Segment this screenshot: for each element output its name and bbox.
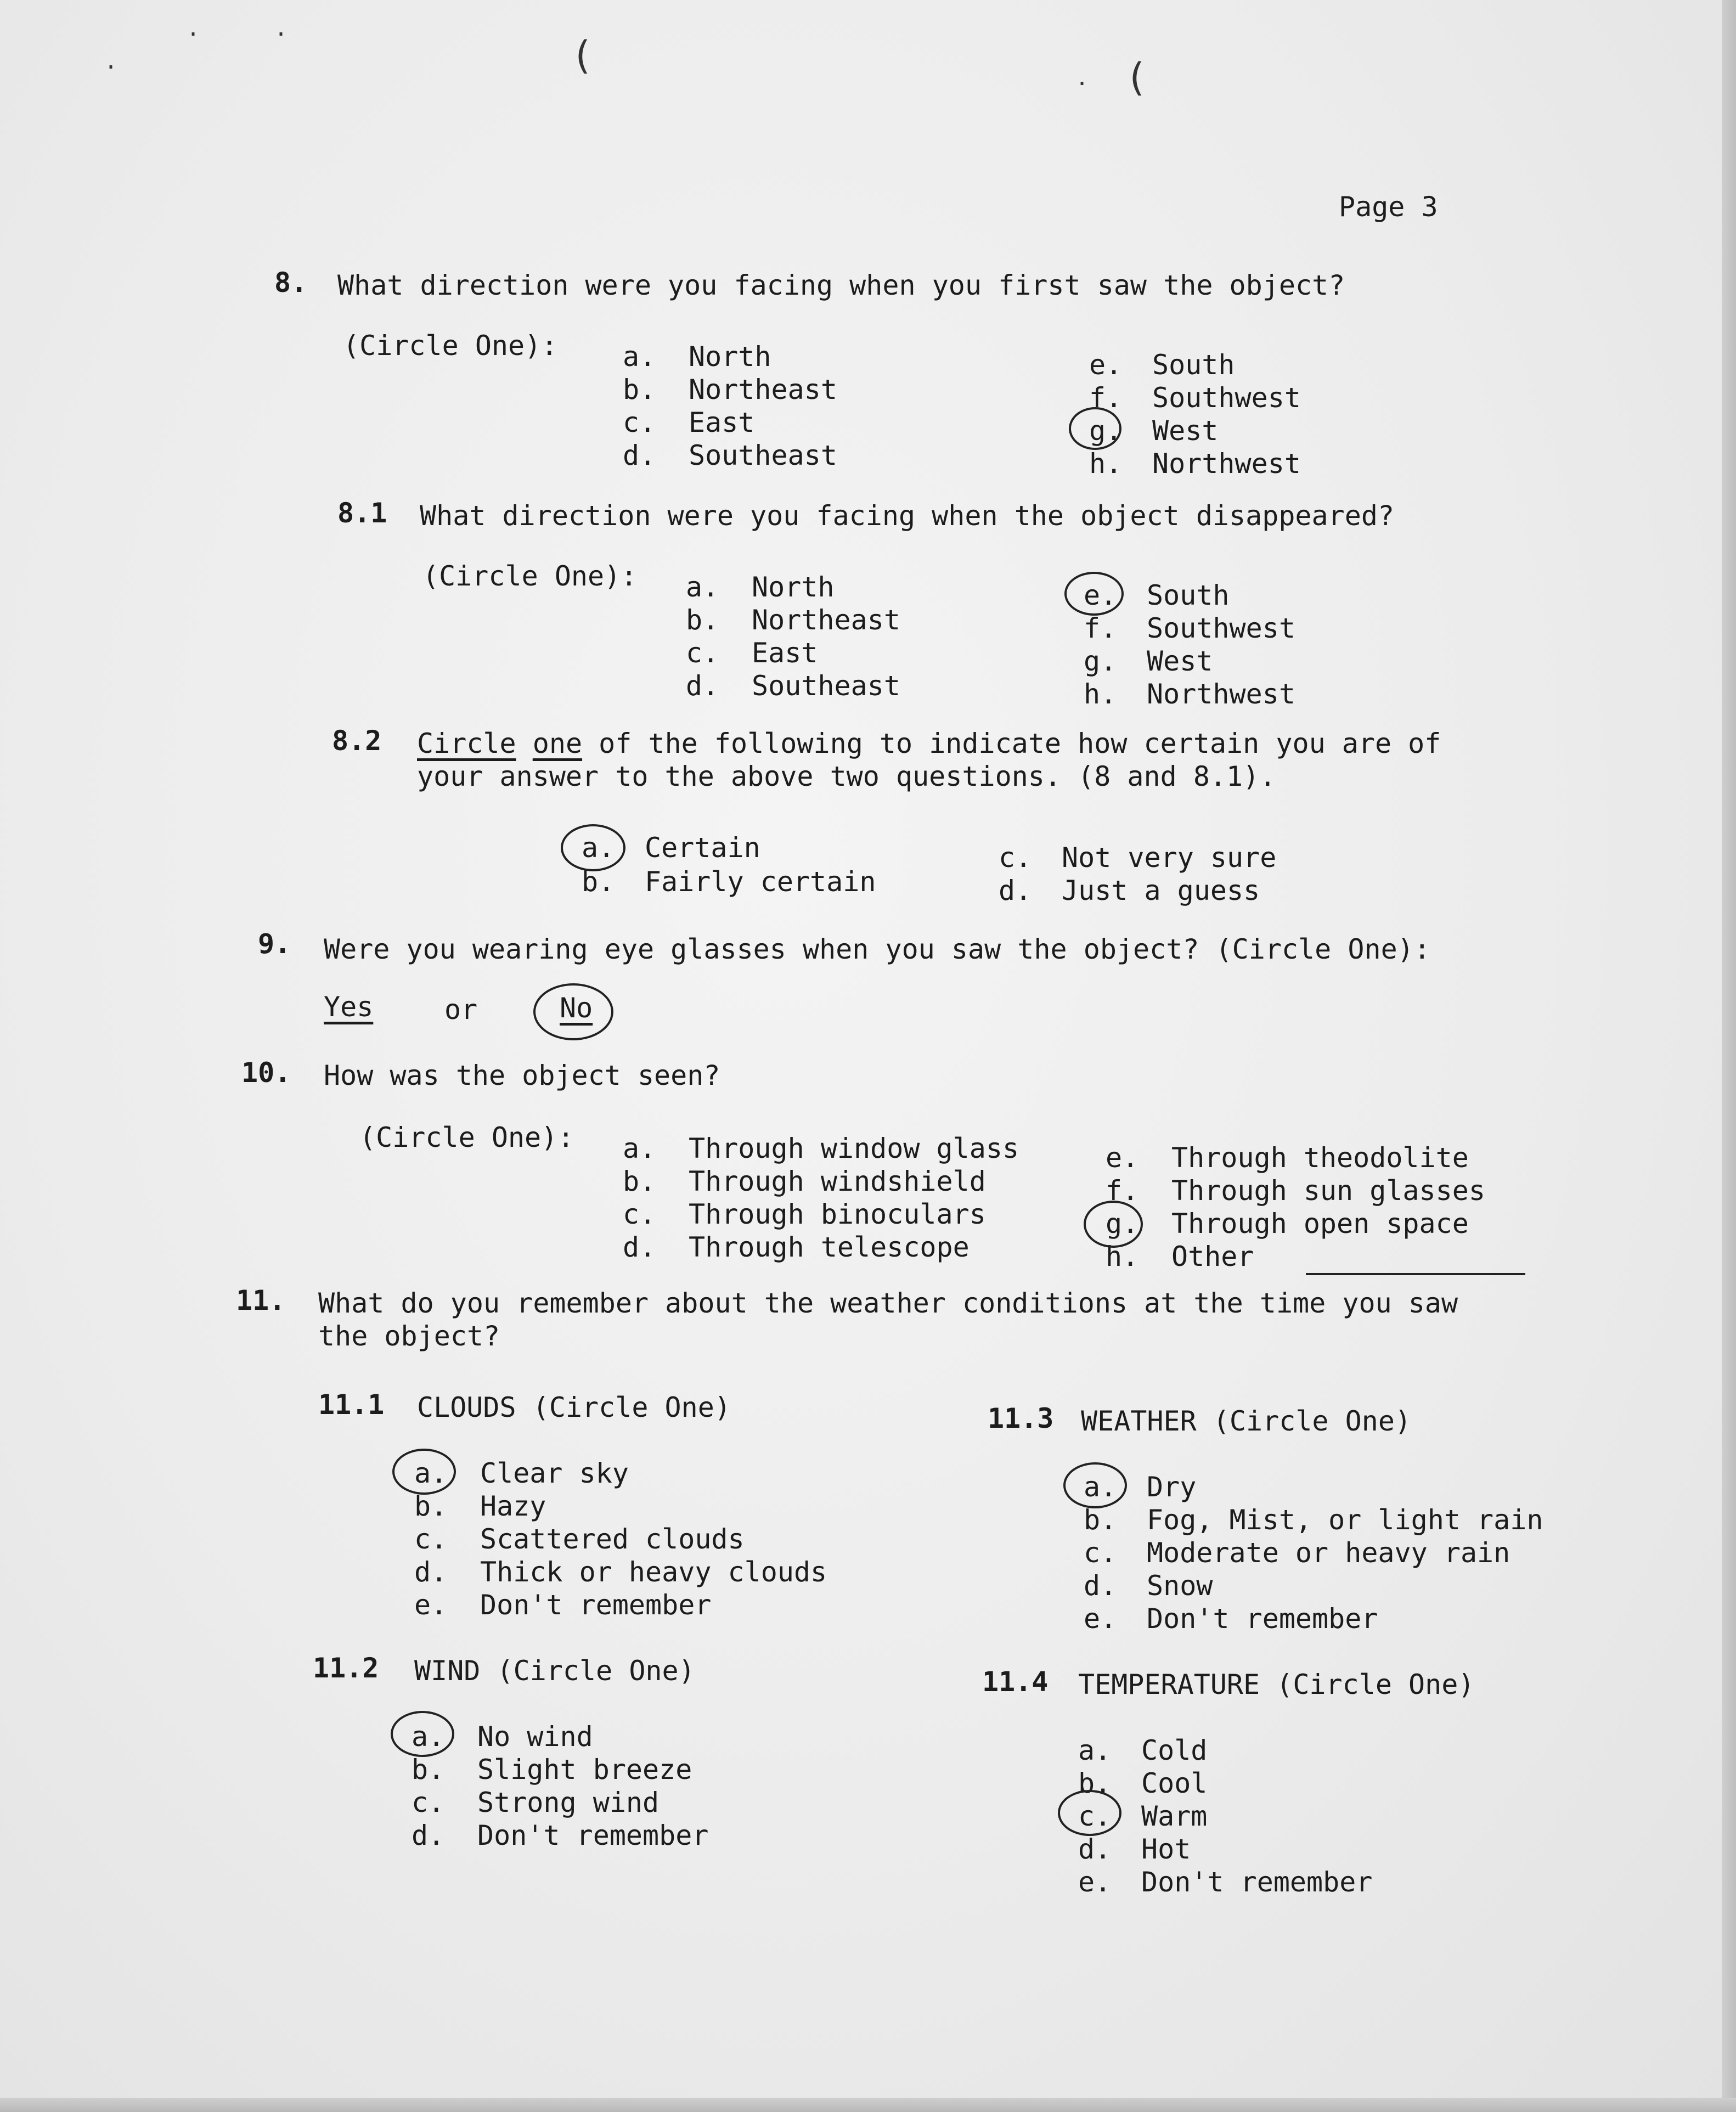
option-letter: a.: [1078, 1734, 1112, 1766]
option-label: Through telescope: [689, 1231, 970, 1263]
question-10-text: How was the object seen?: [324, 1060, 720, 1091]
option-label: Moderate or heavy rain: [1147, 1537, 1510, 1569]
option-letter: e.: [1084, 579, 1117, 611]
option-label: Cold: [1141, 1734, 1208, 1766]
option-letter: h.: [1084, 678, 1117, 710]
option-letter: g.: [1106, 1208, 1139, 1240]
question-8-2-text-rest: of the following to indicate how certain you are of: [599, 728, 1441, 759]
option-label: Certain: [645, 832, 760, 864]
option-label: East: [689, 407, 755, 438]
option-letter: d.: [623, 1231, 656, 1263]
question-11-text: What do you remember about the weather conditions at the time you saw: [318, 1287, 1458, 1319]
option-label: Hazy: [480, 1490, 546, 1522]
wind-heading: WIND (Circle One): [414, 1655, 695, 1687]
option-letter: g.: [1089, 415, 1123, 447]
option-label: Don't remember: [477, 1820, 709, 1851]
option-label: Snow: [1147, 1570, 1213, 1602]
option-label: North: [689, 341, 771, 373]
option-letter: b.: [686, 604, 719, 636]
answer-circle-mark: [533, 983, 613, 1040]
option-letter: d.: [686, 670, 719, 702]
option-letter: c.: [414, 1523, 448, 1555]
option-label: Southwest: [1147, 612, 1295, 644]
option-label: Thick or heavy clouds: [480, 1556, 827, 1588]
yes-option: Yes: [324, 991, 374, 1023]
option-letter: d.: [1078, 1833, 1112, 1865]
question-9-number: 9.: [258, 928, 291, 960]
answer-circle-mark: [1058, 1790, 1121, 1836]
scan-edge-bottom: [0, 2098, 1736, 2112]
option-letter: c.: [686, 637, 719, 669]
question-11-text-line2: the object?: [318, 1320, 500, 1352]
option-letter: g.: [1084, 645, 1117, 677]
option-letter: d.: [999, 875, 1032, 906]
option-letter: c.: [623, 407, 656, 438]
option-label: West: [1147, 645, 1213, 677]
option-letter: f.: [1084, 612, 1117, 644]
option-label: Just a guess: [1062, 875, 1260, 906]
answer-circle-mark: [1069, 407, 1121, 450]
question-10-number: 10.: [241, 1057, 291, 1089]
option-label: Southeast: [752, 670, 900, 702]
option-letter: c.: [623, 1198, 656, 1230]
question-8-text: What direction were you facing when you first saw the object?: [337, 269, 1345, 301]
option-letter: h.: [1089, 448, 1123, 480]
option-letter: c.: [1078, 1800, 1112, 1832]
option-label: Don't remember: [480, 1589, 712, 1621]
option-letter: a.: [412, 1721, 445, 1753]
option-letter: d.: [414, 1556, 448, 1588]
option-letter: a.: [623, 341, 656, 373]
clouds-heading: CLOUDS (Circle One): [417, 1392, 731, 1423]
no-option: No: [560, 992, 593, 1024]
option-letter: a.: [623, 1133, 656, 1164]
temperature-heading: TEMPERATURE (Circle One): [1078, 1669, 1475, 1700]
option-label: Northeast: [689, 374, 837, 405]
question-8-instruction: (Circle One):: [343, 330, 558, 362]
option-label: Not very sure: [1062, 842, 1277, 874]
option-letter: a.: [414, 1457, 448, 1489]
option-label: No wind: [477, 1721, 593, 1753]
question-11-number: 11.: [236, 1285, 286, 1316]
question-8-2-number: 8.2: [332, 725, 382, 757]
option-letter: e.: [414, 1589, 448, 1621]
scan-speck: ·: [1075, 71, 1089, 97]
option-label: Through binoculars: [689, 1198, 986, 1230]
scan-speck: (: [571, 33, 594, 78]
option-label: Northwest: [1147, 678, 1295, 710]
option-letter: a.: [686, 571, 719, 603]
option-label: Strong wind: [477, 1787, 660, 1818]
option-label: Scattered clouds: [480, 1523, 745, 1555]
answer-circle-mark: [561, 824, 625, 871]
option-label: North: [752, 571, 835, 603]
option-label: Northwest: [1152, 448, 1301, 480]
option-letter: f.: [1089, 382, 1123, 414]
option-letter: c.: [999, 842, 1032, 874]
option-letter: h.: [1106, 1241, 1139, 1272]
option-letter: c.: [412, 1787, 445, 1818]
option-letter: f.: [1106, 1175, 1139, 1207]
option-label: Fairly certain: [645, 866, 876, 898]
question-11-2-number: 11.2: [313, 1652, 379, 1684]
question-11-4-number: 11.4: [982, 1666, 1049, 1698]
scan-edge-right: [1722, 0, 1736, 2112]
option-label: Fog, Mist, or light rain: [1147, 1504, 1543, 1536]
question-8-2-text: [417, 730, 1441, 757]
option-letter: b.: [582, 866, 615, 898]
option-label: Hot: [1141, 1833, 1191, 1865]
option-letter: a.: [582, 832, 615, 864]
option-letter: d.: [412, 1820, 445, 1851]
option-letter: b.: [1078, 1767, 1112, 1799]
option-letter: e.: [1089, 349, 1123, 381]
option-letter: e.: [1078, 1866, 1112, 1898]
option-label: Through sun glasses: [1171, 1175, 1485, 1207]
question-11-3-number: 11.3: [988, 1403, 1054, 1434]
option-letter: a.: [1084, 1471, 1117, 1503]
question-8-1-number: 8.1: [337, 497, 387, 529]
question-8-1-text: What direction were you facing when the object disappeared?: [420, 500, 1395, 532]
option-letter: d.: [623, 440, 656, 471]
scan-speck: ·: [274, 22, 288, 47]
question-10-instruction: (Circle One):: [359, 1122, 574, 1153]
emphasis-one: one: [532, 728, 583, 759]
option-letter: d.: [1084, 1570, 1117, 1602]
option-label: Through open space: [1171, 1208, 1469, 1240]
option-label: Clear sky: [480, 1457, 629, 1489]
option-label: Other: [1171, 1241, 1254, 1272]
option-label: West: [1152, 415, 1219, 447]
question-11-1-number: 11.1: [318, 1389, 385, 1421]
answer-circle-mark: [1064, 572, 1124, 616]
option-label: Dry: [1147, 1471, 1197, 1503]
option-letter: b.: [414, 1490, 448, 1522]
other-fill-line: [1306, 1273, 1525, 1275]
page-number: Page 3: [1339, 191, 1438, 223]
answer-circle-mark: [1084, 1201, 1143, 1248]
question-8-1-instruction: (Circle One):: [422, 560, 638, 592]
option-label: Through windshield: [689, 1165, 986, 1197]
scan-speck: ·: [104, 55, 118, 80]
answer-circle-mark: [391, 1711, 454, 1757]
scan-speck: ·: [187, 22, 200, 47]
option-label: South: [1147, 579, 1230, 611]
scan-speck: (: [1125, 55, 1148, 100]
option-letter: e.: [1106, 1142, 1139, 1174]
option-letter: b.: [623, 1165, 656, 1197]
option-letter: b.: [1084, 1504, 1117, 1536]
option-label: Slight breeze: [477, 1754, 692, 1786]
option-letter: c.: [1084, 1537, 1117, 1569]
question-9-text: Were you wearing eye glasses when you saw the object? (Circle One):: [324, 933, 1430, 965]
option-letter: e.: [1084, 1603, 1117, 1635]
option-label: Cool: [1141, 1767, 1208, 1799]
question-8-number: 8.: [274, 267, 308, 299]
option-label: Don't remember: [1147, 1603, 1378, 1635]
option-label: Through window glass: [689, 1133, 1019, 1164]
option-label: East: [752, 637, 818, 669]
option-label: Warm: [1141, 1800, 1208, 1832]
or-text: or: [444, 994, 478, 1026]
question-8-2-text-line2: your answer to the above two questions. (8 and 8.1).: [417, 761, 1276, 792]
option-label: South: [1152, 349, 1235, 381]
answer-circle-mark: [1063, 1462, 1127, 1508]
option-label: Southwest: [1152, 382, 1301, 414]
option-letter: b.: [623, 374, 656, 405]
option-label: Don't remember: [1141, 1866, 1373, 1898]
option-label: Northeast: [752, 604, 900, 636]
answer-circle-mark: [392, 1449, 456, 1495]
emphasis-circle: Circle: [417, 728, 516, 759]
option-label: Through theodolite: [1171, 1142, 1469, 1174]
option-letter: b.: [412, 1754, 445, 1786]
option-label: Southeast: [689, 440, 837, 471]
weather-heading: WEATHER (Circle One): [1081, 1405, 1412, 1437]
